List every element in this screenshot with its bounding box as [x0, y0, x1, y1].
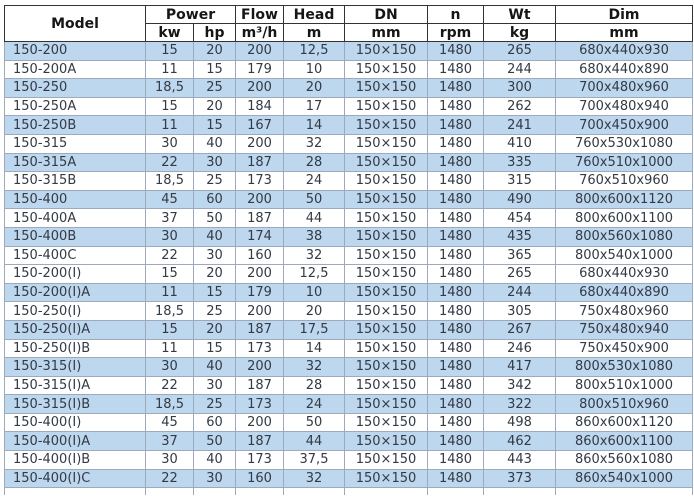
cell-head: 10 [284, 60, 345, 79]
table-row [5, 116, 693, 135]
cell-wt: 373 [484, 469, 556, 488]
table-row [5, 358, 693, 377]
cell-head: 28 [284, 376, 345, 395]
cell-dim: 700x450x900 [556, 116, 693, 135]
col-header-wt: Wt [484, 6, 556, 24]
cell-dim: 760x510x1000 [556, 153, 693, 172]
cell-rpm: 1480 [428, 413, 484, 432]
cell-wt: 305 [484, 302, 556, 321]
cell-dim: 800x510x1000 [556, 376, 693, 395]
cell-model: 150-315(I)B [5, 395, 146, 414]
table-row [5, 60, 693, 79]
cell-wt: 365 [484, 246, 556, 265]
cell-wt: 443 [484, 451, 556, 470]
cell-rpm: 1480 [428, 246, 484, 265]
cell-rpm: 1480 [428, 60, 484, 79]
cell-dn: 150×150 [345, 469, 428, 488]
cell-model: 150-200(I) [5, 265, 146, 284]
cell-head: 32 [284, 358, 345, 377]
table-body [5, 42, 693, 488]
table-row [5, 395, 693, 414]
cell-dim: 700x480x940 [556, 97, 693, 116]
col-header-head: Head [284, 6, 345, 24]
cell-power-kw: 30 [146, 134, 194, 153]
cell-wt: 300 [484, 79, 556, 98]
cell-wt: 435 [484, 227, 556, 246]
cell-rpm: 1480 [428, 209, 484, 228]
cell-dim: 680x440x930 [556, 265, 693, 284]
cell-power-hp: 40 [194, 451, 236, 470]
cell-power-kw: 45 [146, 190, 194, 209]
stub-cell [5, 488, 146, 496]
cell-flow: 200 [236, 134, 284, 153]
cell-dn: 150×150 [345, 227, 428, 246]
cell-dn: 150×150 [345, 172, 428, 191]
cell-dim: 800x600x1120 [556, 190, 693, 209]
cell-head: 28 [284, 153, 345, 172]
cell-dn: 150×150 [345, 60, 428, 79]
cell-flow: 179 [236, 60, 284, 79]
cell-head: 17 [284, 97, 345, 116]
cell-flow: 187 [236, 320, 284, 339]
cell-flow: 200 [236, 42, 284, 61]
table-row [5, 209, 693, 228]
cell-wt: 342 [484, 376, 556, 395]
col-header-n: n [428, 6, 484, 24]
cell-dn: 150×150 [345, 302, 428, 321]
cell-wt: 462 [484, 432, 556, 451]
cell-dn: 150×150 [345, 265, 428, 284]
table-row [5, 97, 693, 116]
cell-power-kw: 22 [146, 153, 194, 172]
cell-power-kw: 11 [146, 116, 194, 135]
stub-cell [428, 488, 484, 496]
cell-wt: 335 [484, 153, 556, 172]
cell-dim: 860x540x1000 [556, 469, 693, 488]
cell-power-kw: 45 [146, 413, 194, 432]
stub-cell [194, 488, 236, 496]
cell-flow: 160 [236, 246, 284, 265]
cell-flow: 173 [236, 395, 284, 414]
cell-power-hp: 25 [194, 172, 236, 191]
table-row [5, 227, 693, 246]
cell-flow: 179 [236, 283, 284, 302]
cell-power-hp: 50 [194, 432, 236, 451]
cell-rpm: 1480 [428, 79, 484, 98]
cell-head: 20 [284, 79, 345, 98]
cell-dn: 150×150 [345, 451, 428, 470]
table-row [5, 413, 693, 432]
cell-power-hp: 25 [194, 79, 236, 98]
cell-flow: 200 [236, 265, 284, 284]
cell-head: 38 [284, 227, 345, 246]
cell-wt: 265 [484, 265, 556, 284]
col-header-dn: DN [345, 6, 428, 24]
cell-wt: 265 [484, 42, 556, 61]
cell-rpm: 1480 [428, 97, 484, 116]
cell-dim: 800x530x1080 [556, 358, 693, 377]
cell-model: 150-315(I)A [5, 376, 146, 395]
table-row [5, 246, 693, 265]
cell-rpm: 1480 [428, 339, 484, 358]
cell-dim: 800x600x1100 [556, 209, 693, 228]
cell-dim: 860x600x1100 [556, 432, 693, 451]
cell-dim: 800x540x1000 [556, 246, 693, 265]
cell-wt: 490 [484, 190, 556, 209]
cell-head: 44 [284, 209, 345, 228]
stub-cell [284, 488, 345, 496]
cell-rpm: 1480 [428, 432, 484, 451]
cell-power-hp: 30 [194, 246, 236, 265]
cell-wt: 244 [484, 60, 556, 79]
table-stub [5, 488, 693, 496]
col-header-dn-unit: mm [345, 24, 428, 42]
cell-power-kw: 22 [146, 469, 194, 488]
cell-power-kw: 30 [146, 227, 194, 246]
cell-power-kw: 22 [146, 246, 194, 265]
cell-flow: 160 [236, 469, 284, 488]
cell-wt: 322 [484, 395, 556, 414]
col-header-head-unit: m [284, 24, 345, 42]
cell-power-hp: 15 [194, 283, 236, 302]
cell-head: 24 [284, 172, 345, 191]
cell-head: 32 [284, 246, 345, 265]
cell-dn: 150×150 [345, 339, 428, 358]
cell-dn: 150×150 [345, 153, 428, 172]
cell-rpm: 1480 [428, 358, 484, 377]
cell-dim: 800x560x1080 [556, 227, 693, 246]
stub-row [5, 488, 693, 496]
table-row [5, 134, 693, 153]
cell-power-hp: 30 [194, 469, 236, 488]
cell-head: 20 [284, 302, 345, 321]
table-row [5, 432, 693, 451]
cell-dim: 680x440x890 [556, 60, 693, 79]
cell-dn: 150×150 [345, 246, 428, 265]
table-row [5, 339, 693, 358]
cell-head: 14 [284, 116, 345, 135]
cell-power-hp: 30 [194, 376, 236, 395]
cell-model: 150-250(I) [5, 302, 146, 321]
cell-power-hp: 40 [194, 227, 236, 246]
cell-rpm: 1480 [428, 320, 484, 339]
cell-power-kw: 37 [146, 209, 194, 228]
cell-dn: 150×150 [345, 413, 428, 432]
cell-power-hp: 15 [194, 339, 236, 358]
col-header-n-unit: rpm [428, 24, 484, 42]
table-row [5, 190, 693, 209]
cell-power-kw: 15 [146, 42, 194, 61]
cell-power-hp: 30 [194, 153, 236, 172]
cell-rpm: 1480 [428, 395, 484, 414]
col-header-flow: Flow [236, 6, 284, 24]
cell-power-kw: 18,5 [146, 172, 194, 191]
cell-power-hp: 60 [194, 413, 236, 432]
cell-rpm: 1480 [428, 153, 484, 172]
stub-cell [146, 488, 194, 496]
cell-power-kw: 11 [146, 60, 194, 79]
cell-power-kw: 30 [146, 451, 194, 470]
table-row [5, 153, 693, 172]
cell-flow: 184 [236, 97, 284, 116]
cell-head: 32 [284, 469, 345, 488]
cell-model: 150-400(I) [5, 413, 146, 432]
cell-power-hp: 20 [194, 97, 236, 116]
cell-power-hp: 20 [194, 42, 236, 61]
cell-power-hp: 15 [194, 60, 236, 79]
cell-model: 150-400B [5, 227, 146, 246]
cell-power-hp: 50 [194, 209, 236, 228]
cell-power-kw: 22 [146, 376, 194, 395]
cell-model: 150-400(I)C [5, 469, 146, 488]
cell-model: 150-200 [5, 42, 146, 61]
cell-power-hp: 15 [194, 116, 236, 135]
cell-head: 12,5 [284, 265, 345, 284]
cell-dn: 150×150 [345, 376, 428, 395]
cell-model: 150-315A [5, 153, 146, 172]
cell-flow: 200 [236, 413, 284, 432]
cell-model: 150-250 [5, 79, 146, 98]
cell-power-kw: 18,5 [146, 395, 194, 414]
stub-cell [556, 488, 693, 496]
table-row [5, 320, 693, 339]
cell-head: 10 [284, 283, 345, 302]
cell-power-hp: 40 [194, 134, 236, 153]
cell-flow: 173 [236, 339, 284, 358]
cell-head: 32 [284, 134, 345, 153]
cell-dim: 750x480x940 [556, 320, 693, 339]
cell-dim: 680x440x930 [556, 42, 693, 61]
cell-model: 150-250(I)B [5, 339, 146, 358]
cell-head: 37,5 [284, 451, 345, 470]
table-row [5, 79, 693, 98]
cell-rpm: 1480 [428, 469, 484, 488]
cell-model: 150-400(I)A [5, 432, 146, 451]
cell-head: 24 [284, 395, 345, 414]
cell-wt: 244 [484, 283, 556, 302]
cell-dn: 150×150 [345, 209, 428, 228]
cell-wt: 454 [484, 209, 556, 228]
cell-power-hp: 25 [194, 302, 236, 321]
cell-wt: 246 [484, 339, 556, 358]
col-header-power: Power [146, 6, 236, 24]
cell-rpm: 1480 [428, 376, 484, 395]
cell-flow: 174 [236, 227, 284, 246]
cell-model: 150-250A [5, 97, 146, 116]
cell-model: 150-315(I) [5, 358, 146, 377]
cell-dim: 680x440x890 [556, 283, 693, 302]
cell-dim: 750x480x960 [556, 302, 693, 321]
cell-dim: 760x530x1080 [556, 134, 693, 153]
cell-wt: 262 [484, 97, 556, 116]
cell-head: 17,5 [284, 320, 345, 339]
cell-dn: 150×150 [345, 79, 428, 98]
cell-rpm: 1480 [428, 265, 484, 284]
cell-dim: 860x600x1120 [556, 413, 693, 432]
cell-wt: 498 [484, 413, 556, 432]
col-header-wt-unit: kg [484, 24, 556, 42]
cell-dn: 150×150 [345, 134, 428, 153]
cell-power-kw: 11 [146, 283, 194, 302]
cell-head: 12,5 [284, 42, 345, 61]
cell-head: 44 [284, 432, 345, 451]
cell-model: 150-400 [5, 190, 146, 209]
cell-rpm: 1480 [428, 42, 484, 61]
cell-dn: 150×150 [345, 283, 428, 302]
cell-power-kw: 18,5 [146, 302, 194, 321]
cell-power-kw: 18,5 [146, 79, 194, 98]
table-row [5, 42, 693, 61]
cell-rpm: 1480 [428, 451, 484, 470]
cell-dn: 150×150 [345, 395, 428, 414]
table-row [5, 265, 693, 284]
cell-dim: 700x480x960 [556, 79, 693, 98]
cell-model: 150-200A [5, 60, 146, 79]
cell-power-kw: 15 [146, 265, 194, 284]
col-header-dim-unit: mm [556, 24, 693, 42]
cell-model: 150-250B [5, 116, 146, 135]
cell-model: 150-250(I)A [5, 320, 146, 339]
table-row [5, 469, 693, 488]
cell-rpm: 1480 [428, 227, 484, 246]
cell-rpm: 1480 [428, 172, 484, 191]
table-row [5, 283, 693, 302]
cell-flow: 200 [236, 190, 284, 209]
stub-cell [484, 488, 556, 496]
table-header [5, 6, 693, 42]
cell-dn: 150×150 [345, 358, 428, 377]
cell-model: 150-400(I)B [5, 451, 146, 470]
cell-rpm: 1480 [428, 134, 484, 153]
table-row [5, 451, 693, 470]
cell-dim: 760x510x960 [556, 172, 693, 191]
cell-head: 50 [284, 190, 345, 209]
cell-dim: 750x450x900 [556, 339, 693, 358]
cell-model: 150-200(I)A [5, 283, 146, 302]
cell-rpm: 1480 [428, 190, 484, 209]
cell-model: 150-400C [5, 246, 146, 265]
cell-flow: 173 [236, 172, 284, 191]
cell-power-hp: 60 [194, 190, 236, 209]
cell-dn: 150×150 [345, 320, 428, 339]
cell-model: 150-315B [5, 172, 146, 191]
cell-flow: 200 [236, 302, 284, 321]
cell-power-kw: 15 [146, 320, 194, 339]
cell-rpm: 1480 [428, 116, 484, 135]
col-header-dim: Dim [556, 6, 693, 24]
cell-flow: 200 [236, 358, 284, 377]
cell-dn: 150×150 [345, 116, 428, 135]
col-header-model: Model [5, 6, 146, 42]
cell-flow: 187 [236, 432, 284, 451]
cell-wt: 267 [484, 320, 556, 339]
cell-dim: 860x560x1080 [556, 451, 693, 470]
cell-head: 14 [284, 339, 345, 358]
cell-flow: 200 [236, 79, 284, 98]
cell-power-hp: 40 [194, 358, 236, 377]
col-header-kw: kw [146, 24, 194, 42]
cell-power-kw: 11 [146, 339, 194, 358]
col-header-flow-unit: m³/h [236, 24, 284, 42]
stub-cell [236, 488, 284, 496]
stub-cell [345, 488, 428, 496]
header-row-top [5, 6, 693, 24]
cell-power-hp: 25 [194, 395, 236, 414]
cell-flow: 187 [236, 209, 284, 228]
table-row [5, 376, 693, 395]
cell-dim: 800x510x960 [556, 395, 693, 414]
cell-power-kw: 15 [146, 97, 194, 116]
cell-rpm: 1480 [428, 283, 484, 302]
cell-model: 150-315 [5, 134, 146, 153]
pump-spec-table [4, 5, 693, 495]
cell-power-kw: 37 [146, 432, 194, 451]
table-row [5, 302, 693, 321]
cell-dn: 150×150 [345, 190, 428, 209]
cell-flow: 167 [236, 116, 284, 135]
cell-wt: 315 [484, 172, 556, 191]
cell-power-hp: 20 [194, 265, 236, 284]
cell-dn: 150×150 [345, 97, 428, 116]
cell-wt: 241 [484, 116, 556, 135]
cell-dn: 150×150 [345, 42, 428, 61]
cell-power-kw: 30 [146, 358, 194, 377]
cell-flow: 187 [236, 376, 284, 395]
cell-power-hp: 20 [194, 320, 236, 339]
cell-rpm: 1480 [428, 302, 484, 321]
cell-head: 50 [284, 413, 345, 432]
cell-flow: 173 [236, 451, 284, 470]
cell-flow: 187 [236, 153, 284, 172]
cell-model: 150-400A [5, 209, 146, 228]
table-row [5, 172, 693, 191]
cell-dn: 150×150 [345, 432, 428, 451]
cell-wt: 410 [484, 134, 556, 153]
col-header-hp: hp [194, 24, 236, 42]
cell-wt: 417 [484, 358, 556, 377]
